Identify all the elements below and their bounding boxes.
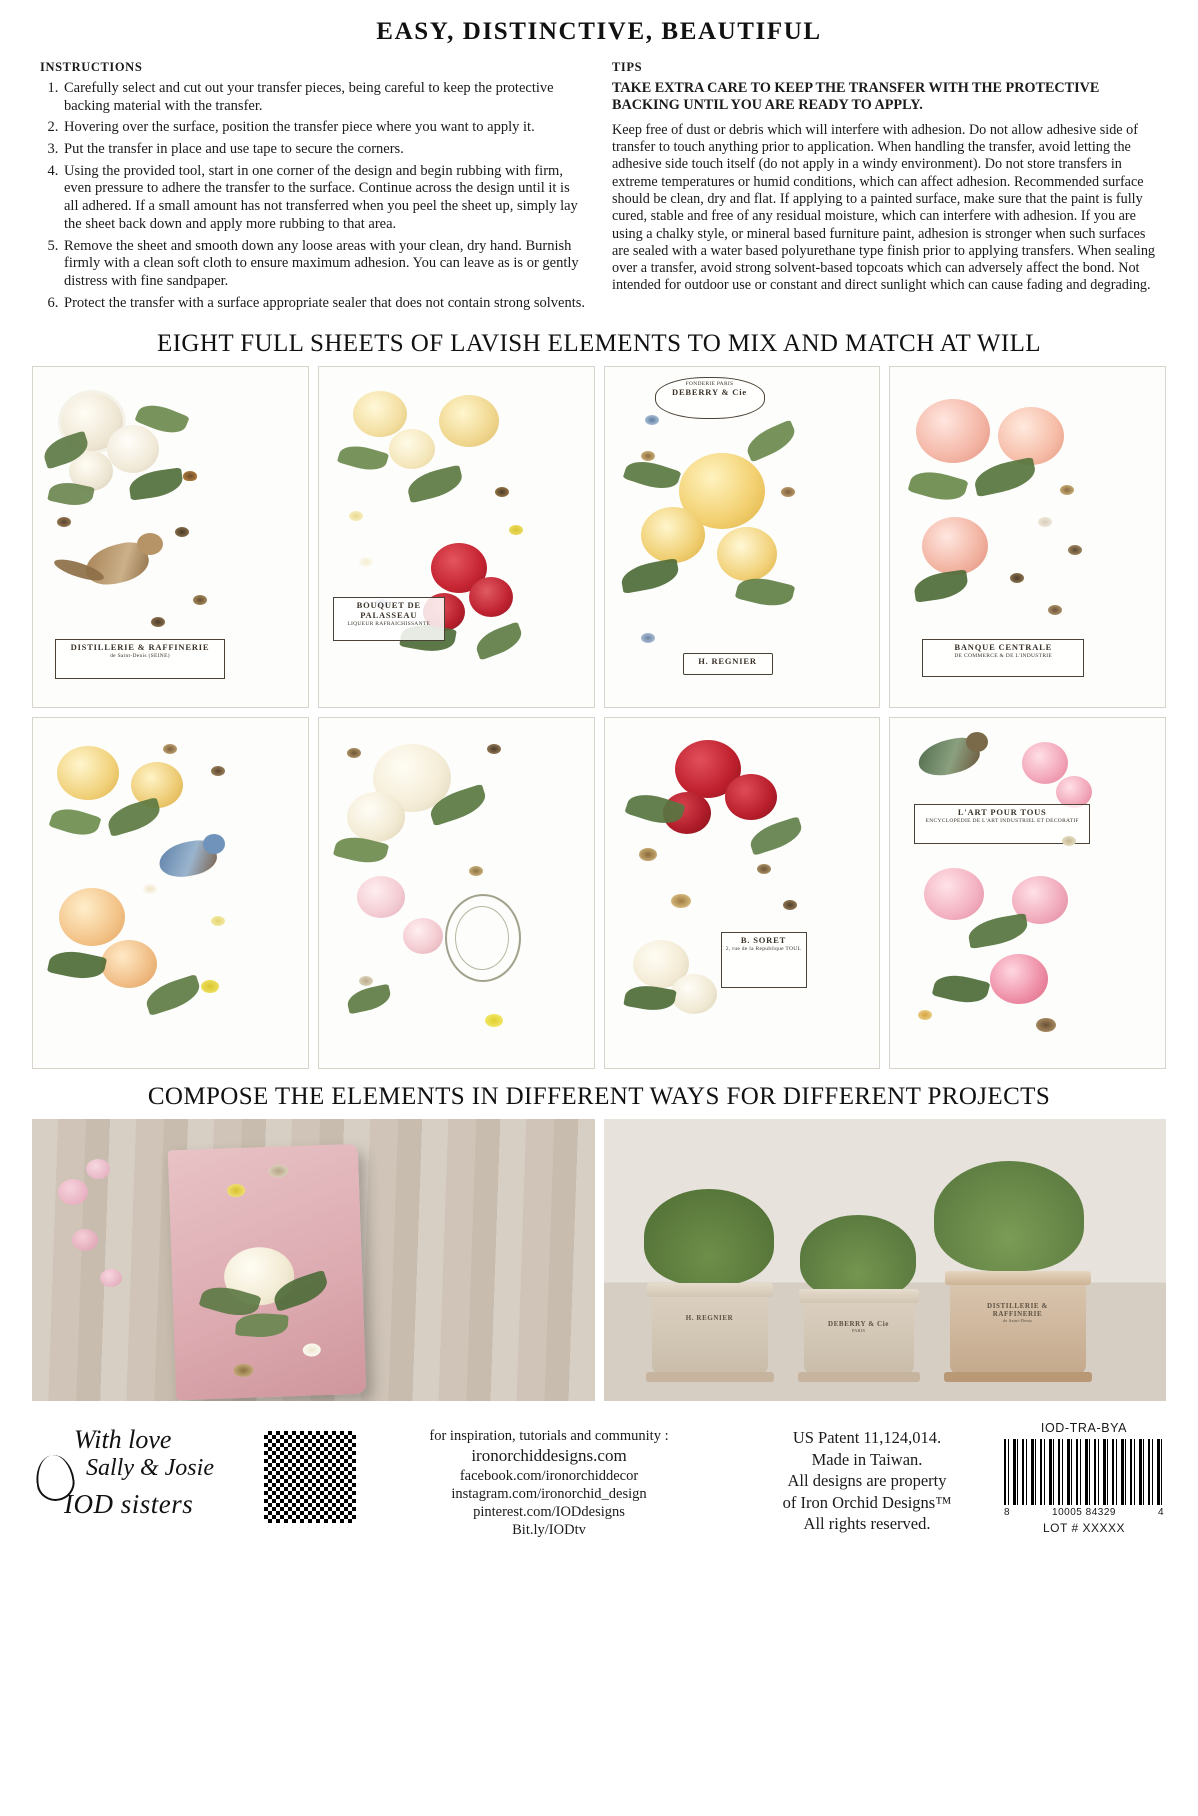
- pot-rim: [799, 1289, 919, 1303]
- flower-shape: [998, 407, 1064, 465]
- barcode-digits: [1004, 1507, 1164, 1518]
- leaf-shape: [48, 803, 101, 841]
- leaf-shape: [966, 913, 1030, 949]
- instruction-step: 3. Put the transfer in place and use tape to secure the corners.: [62, 141, 586, 159]
- pot-label-1: [664, 1315, 754, 1323]
- sheet-grid-row-2: [0, 717, 1198, 1069]
- pot-label-title: DEBERRY & Cie: [828, 1320, 889, 1329]
- signature-line-3: IOD sisters: [64, 1489, 194, 1520]
- butterfly-icon: [641, 451, 655, 461]
- flower-shape: [59, 888, 125, 946]
- leaf-shape: [742, 420, 799, 463]
- flower-shape: [353, 391, 407, 437]
- pot-label-2: [816, 1321, 902, 1334]
- pot-saucer: [798, 1372, 920, 1382]
- sheet-label-plate: [333, 597, 445, 641]
- instruction-step: 4. Using the provided tool, start in one corner of the design and begin rubbing with firm, even pressure to adhere the transfer to the surface. Continue across the design until it is all adhered. If a small amount has not transferred when you peel the sheet up, simply lay the sheet back down and apply more rubbing to that area.: [62, 163, 586, 234]
- butterfly-icon: [227, 1184, 245, 1198]
- leaf-shape: [746, 816, 805, 856]
- rights-line-2: of Iron Orchid Designs™: [782, 1492, 952, 1512]
- flower-shape: [107, 425, 159, 473]
- bird-head-shape: [203, 834, 225, 854]
- moth-icon: [757, 864, 771, 874]
- flower-shape: [389, 429, 435, 469]
- flower-shape: [469, 577, 513, 617]
- butterfly-icon: [303, 1343, 321, 1357]
- moth-icon: [487, 744, 501, 754]
- sheet-label-title-2: H. REGNIER: [698, 656, 757, 667]
- sheet-label-plate: [55, 639, 225, 679]
- flower-shape: [641, 507, 705, 563]
- instructions-list: [40, 80, 586, 312]
- butterfly-icon: [485, 1014, 503, 1027]
- instructions-heading: INSTRUCTIONS: [40, 60, 143, 74]
- tips-heading: TIPS: [612, 60, 643, 74]
- iodtv-link[interactable]: Bit.ly/IODtv: [512, 1522, 586, 1538]
- barcode-digit-mid: 10005 84329: [1052, 1507, 1116, 1519]
- leaf-shape: [47, 947, 107, 984]
- flower-shape: [57, 746, 119, 800]
- instruction-step: 6. Protect the transfer with a surface appropriate sealer that does not contain strong solvents.: [62, 295, 586, 313]
- leaf-shape: [142, 974, 203, 1016]
- flower-shape: [990, 954, 1048, 1004]
- herb-foliage: [934, 1161, 1084, 1271]
- pot-label-3: [964, 1303, 1070, 1323]
- rights-line-1: All designs are property: [787, 1471, 947, 1491]
- pot-rim: [945, 1271, 1091, 1285]
- moth-icon: [183, 471, 197, 481]
- pot-3: [950, 1271, 1086, 1375]
- butterfly-icon: [201, 980, 219, 993]
- moth-icon: [175, 527, 189, 537]
- lot-number: LOT # XXXXX: [1043, 1521, 1125, 1536]
- flower-shape: [439, 395, 499, 447]
- sheet-thumbnail-2: [318, 366, 595, 708]
- herb-foliage: [800, 1215, 916, 1299]
- sheet-label-sub: 2, rue de la Republique TOUL: [725, 946, 802, 953]
- photo-journal: [32, 1119, 595, 1401]
- butterfly-icon: [495, 487, 509, 497]
- leaf-shape: [345, 984, 393, 1015]
- leaf-shape: [104, 797, 163, 837]
- sheet-grid-row-1: [0, 366, 1198, 708]
- leaf-shape: [404, 465, 465, 504]
- flower-shape: [347, 792, 405, 842]
- moth-icon: [233, 1364, 253, 1378]
- blossom-shape: [100, 1269, 122, 1287]
- barcode-digit-right: 4: [1157, 1507, 1164, 1519]
- inspiration-intro: for inspiration, tutorials and community :: [429, 1428, 669, 1445]
- butterfly-icon: [359, 557, 373, 567]
- instruction-step: 2. Hovering over the surface, position the transfer piece where you want to apply it.: [62, 119, 586, 137]
- instagram-link[interactable]: instagram.com/ironorchid_design: [451, 1485, 647, 1502]
- sheet-thumbnail-8: [889, 717, 1166, 1069]
- butterfly-icon: [211, 916, 225, 926]
- signature-line-1: With love: [74, 1425, 172, 1455]
- website-link[interactable]: ironorchiddesigns.com: [471, 1446, 627, 1466]
- moth-icon: [781, 487, 795, 497]
- wreath-shape-inner: [455, 906, 509, 970]
- instructions-column: [40, 60, 586, 316]
- flower-shape: [922, 517, 988, 575]
- pot-label-sub: de Saint-Denis: [1002, 1317, 1033, 1323]
- leaf-shape: [235, 1312, 289, 1340]
- sheet-label-title: BOUQUET DE PALASSEAU: [356, 600, 421, 621]
- herb-foliage: [644, 1189, 774, 1285]
- butterfly-icon: [143, 884, 157, 894]
- leaf-shape: [932, 970, 991, 1008]
- pot-label-title: DISTILLERIE & RAFFINERIE: [987, 1302, 1048, 1318]
- flower-shape: [916, 399, 990, 463]
- barcode-digit-left: 8: [1004, 1507, 1011, 1519]
- sheet-label-title: DEBERRY & Cie: [672, 386, 747, 397]
- flower-shape: [725, 774, 777, 820]
- leaf-shape: [913, 570, 970, 603]
- moth-icon: [359, 976, 373, 986]
- flower-shape: [101, 940, 157, 988]
- moth-icon: [57, 517, 71, 527]
- moth-icon: [1036, 1018, 1056, 1032]
- sheet-thumbnail-5: [32, 717, 309, 1069]
- qr-code[interactable]: [264, 1431, 356, 1523]
- leaf-shape: [337, 441, 389, 475]
- sheet-label-title: DISTILLERIE & RAFFINERIE: [70, 642, 210, 653]
- compose-banner: COMPOSE THE ELEMENTS IN DIFFERENT WAYS FOR DIFFERENT PROJECTS: [147, 1083, 1051, 1111]
- flower-shape: [403, 918, 443, 954]
- pot-saucer: [944, 1372, 1092, 1382]
- blossom-shape: [86, 1159, 110, 1179]
- sheet-label-title: B. SORET: [740, 935, 787, 946]
- moth-icon: [1068, 545, 1082, 555]
- signature-block: [34, 1419, 252, 1539]
- sheet-label-plate: [721, 932, 807, 988]
- flower-shape: [357, 876, 405, 918]
- product-back-panel: [0, 18, 1198, 1816]
- blossom-shape: [72, 1229, 98, 1251]
- moth-icon: [1062, 836, 1076, 846]
- sheet-label-sub: LIQUEUR RAFRAICHISSANTE: [347, 620, 431, 627]
- patent-block: [742, 1419, 992, 1534]
- pot-2: [804, 1289, 914, 1375]
- barcode-block: [1004, 1419, 1164, 1535]
- butterfly-icon: [671, 894, 691, 908]
- butterfly-icon: [641, 633, 655, 643]
- leaf-shape: [908, 466, 969, 506]
- patent-number: US Patent 11,124,014.: [792, 1428, 942, 1448]
- pot-label-title: H. REGNIER: [685, 1314, 734, 1323]
- made-in: Made in Taiwan.: [811, 1449, 923, 1469]
- flower-shape: [671, 974, 717, 1014]
- sheets-banner: EIGHT FULL SHEETS OF LAVISH ELEMENTS TO MIX AND MATCH AT WILL: [157, 330, 1041, 358]
- pinterest-link[interactable]: pinterest.com/IODdesigns: [473, 1503, 625, 1520]
- tips-column: [612, 60, 1158, 316]
- blossom-shape: [58, 1179, 88, 1205]
- sheet-label-sub: de Saint-Denis (SEINE): [110, 653, 170, 660]
- tips-body: Keep free of dust or debris which will interfere with adhesion. Do not allow adhesive side of transfer to touch anything prior to application. When handling the transfer, avoid letting the adhesive side touch itself (do not apply in a windy environment). Do not store transfers in extreme temperatures or humid conditions, which can affect adhesion. Recommended surface should be clean, dry and flat. If applying to a painted surface, make sure that the paint is fully cured, stable and free of any residual moisture, which can interfere with adhesion. If you are using a chalky style, or mineral based furniture paint, adhesion is stronger when such surfaces are sealed with a water based polyurethane type finish prior to applying transfers. When sealing over a transfer, avoid strong solvent-based topcoats which can adversely affect the bond. Not intended for outdoor use or constant and direct sunlight which can cause fading and degrading.: [612, 121, 1156, 294]
- photo-pots: [604, 1119, 1167, 1401]
- sheet-label-title: L'ART POUR TOUS: [957, 807, 1047, 818]
- leaf-shape: [972, 457, 1038, 497]
- page-title: EASY, DISTINCTIVE, BEAUTIFUL: [376, 18, 822, 45]
- sheet-label-plate: [922, 639, 1084, 677]
- moth-icon: [211, 766, 225, 776]
- butterfly-icon: [918, 1010, 932, 1020]
- leaf-shape: [472, 622, 525, 661]
- moth-icon: [151, 617, 165, 627]
- flower-shape: [717, 527, 777, 581]
- butterfly-icon: [645, 415, 659, 425]
- moth-icon: [268, 1164, 288, 1178]
- sheet-thumbnail-6: [318, 717, 595, 1069]
- sheet-label-plate-2: [683, 653, 773, 675]
- barcode-image: [1004, 1439, 1164, 1505]
- leaf-shape: [622, 455, 681, 495]
- butterfly-icon: [639, 848, 657, 861]
- flower-shape: [924, 868, 984, 920]
- pot-saucer: [646, 1372, 774, 1382]
- moth-icon: [347, 748, 361, 758]
- moth-icon: [1048, 605, 1062, 615]
- sheet-thumbnail-3: [604, 366, 881, 708]
- rights-line-3: All rights reserved.: [803, 1514, 931, 1533]
- facebook-link[interactable]: facebook.com/ironorchiddecor: [459, 1467, 639, 1484]
- moth-icon: [1010, 573, 1024, 583]
- sheet-thumbnail-1: [32, 366, 309, 708]
- sheet-label-sub: FONDERIE PARIS: [685, 381, 734, 388]
- sheet-thumbnail-7: [604, 717, 881, 1069]
- sheet-label-sub: ENCYCLOPEDIE DE L'ART INDUSTRIEL ET DECORATIF: [925, 818, 1079, 825]
- tips-warning: TAKE EXTRA CARE TO KEEP THE TRANSFER WITH THE PROTECTIVE BACKING UNTIL YOU ARE READY TO APPLY.: [612, 80, 1100, 114]
- instruction-step: 1. Carefully select and cut out your transfer pieces, being careful to keep the protective backing material with the transfer.: [62, 80, 586, 115]
- instructions-tips-section: [0, 60, 1198, 316]
- pot-rim: [647, 1283, 773, 1297]
- flower-shape: [1022, 742, 1068, 784]
- signature-line-2: Sally & Josie: [86, 1455, 214, 1482]
- sheet-label-title: BANQUE CENTRALE: [954, 642, 1053, 653]
- sheet-thumbnail-4: [889, 366, 1166, 708]
- leaf-shape: [619, 558, 681, 594]
- footer: [0, 1401, 1198, 1539]
- pot-1: [652, 1283, 768, 1375]
- sheet-label-sub: DE COMMERCE & DE L'INDUSTRIE: [954, 653, 1053, 660]
- moth-icon: [193, 595, 207, 605]
- moth-icon: [163, 744, 177, 754]
- moth-icon: [783, 900, 797, 910]
- journal-cover: [168, 1144, 367, 1400]
- pot-label-sub: PARIS: [851, 1327, 866, 1333]
- moth-icon: [469, 866, 483, 876]
- butterfly-icon: [349, 511, 363, 521]
- product-code: IOD-TRA-BYA: [1040, 1421, 1128, 1436]
- links-block: [368, 1419, 730, 1539]
- project-photos: [0, 1119, 1198, 1401]
- bird-head-shape: [137, 533, 163, 555]
- butterfly-icon: [509, 525, 523, 535]
- moth-icon: [1038, 517, 1052, 527]
- moth-icon: [1060, 485, 1074, 495]
- instruction-step: 5. Remove the sheet and smooth down any loose areas with your clean, dry hand. Burnish firmly with a clean soft cloth to ensure maximum adhesion. You can leave as is or gently distress with fine sandpaper.: [62, 238, 586, 291]
- sheet-label-plate: [655, 377, 765, 419]
- bird-head-shape: [966, 732, 988, 752]
